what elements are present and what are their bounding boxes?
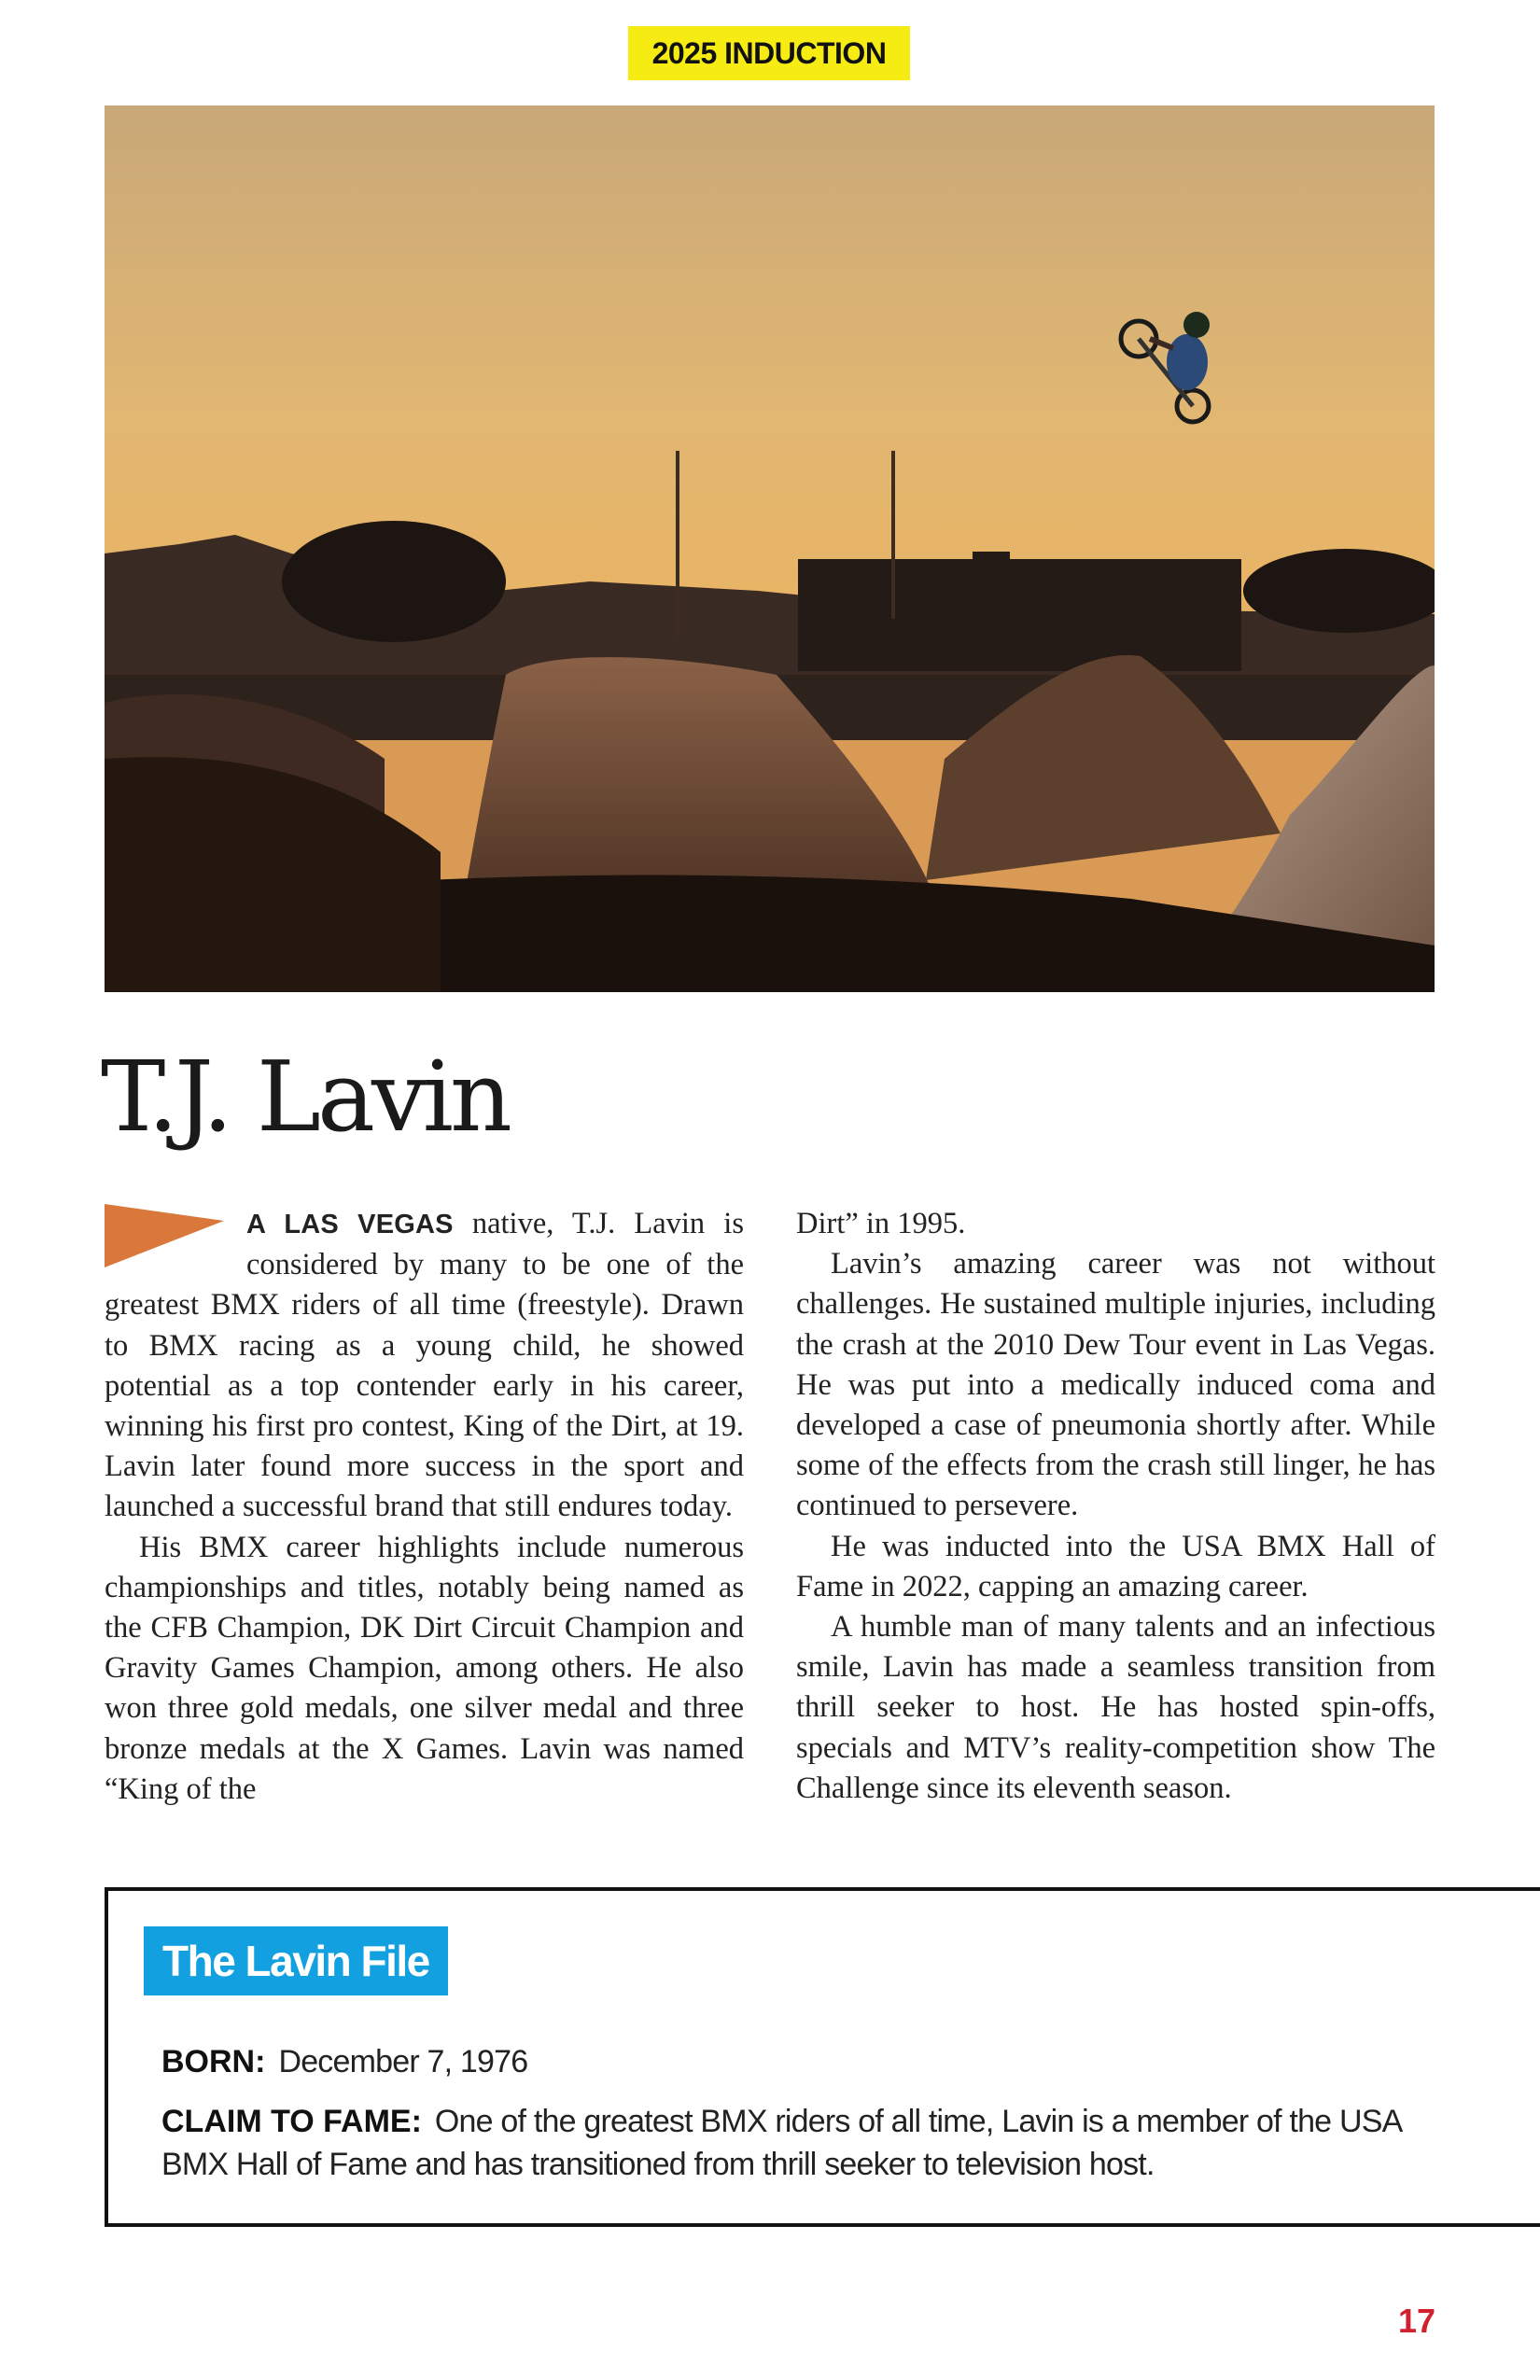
fact-box-label: The Lavin File	[144, 1926, 448, 1995]
lead-in-caps: A LAS VEGAS	[246, 1210, 454, 1239]
article-paragraph	[105, 1204, 744, 1528]
article-paragraph: He was inducted into the USA BMX Hall of Fame in 2022, capping an amazing career.	[796, 1529, 1435, 1603]
fact-claim-to-fame	[161, 2100, 1412, 2186]
fact-value: One of the greatest BMX riders of all time, Lavin is a member of the USA BMX Hall of Fame and has transitioned from thrill seeker to television host.	[161, 2104, 1401, 2182]
article-paragraph: A humble man of many talents and an infectious smile, Lavin has made a seamless transition from thrill seeker to host. He has hosted spin-offs, specials and MTV’s reality-competition show The Challenge since its eleventh season.	[796, 1610, 1435, 1805]
article-column-right	[796, 1204, 1435, 1809]
fact-born	[161, 2040, 1412, 2083]
article-paragraph: Dirt” in 1995.	[796, 1207, 966, 1240]
article-paragraph: Lavin’s amazing career was not without challenges. He sustained multiple injuries, including the crash at the 2010 Dew Tour event in Las Vegas. He was put into a medically induced coma and developed a case of pneumonia shortly after. While some of the effects from the crash still linger, he has continued to persevere.	[796, 1247, 1435, 1523]
fact-key: CLAIM TO FAME:	[161, 2104, 422, 2139]
page-number: 17	[1397, 2302, 1435, 2340]
orange-arrow-icon	[105, 1204, 235, 1269]
bmx-dirt-jump-photo	[105, 105, 1435, 992]
induction-badge: 2025 INDUCTION	[628, 26, 910, 80]
fact-key: BORN:	[161, 2044, 266, 2079]
fact-value: December 7, 1976	[278, 2044, 528, 2079]
article-title: T.J. Lavin	[101, 1040, 509, 1154]
hero-photo	[105, 105, 1435, 992]
paragraph-text: native, T.J. Lavin is considered by many to be one of the greatest BMX riders of all time (freestyle). Drawn to BMX racing as a young child, he showed potential as a top contender early in his career, winning his first pro contest, King of the Dirt, at 19. Lavin later found more success in the sport and launched a successful brand that still endures today.	[105, 1207, 744, 1524]
article-column-left	[105, 1204, 744, 1810]
article-paragraph: His BMX career highlights include numerous championships and titles, notably being named as the CFB Champion, DK Dirt Circuit Champion and Gravity Games Champion, among others. He also won three gold medals, one silver medal and three bronze medals at the X Games. Lavin was named “King of the	[105, 1530, 744, 1806]
